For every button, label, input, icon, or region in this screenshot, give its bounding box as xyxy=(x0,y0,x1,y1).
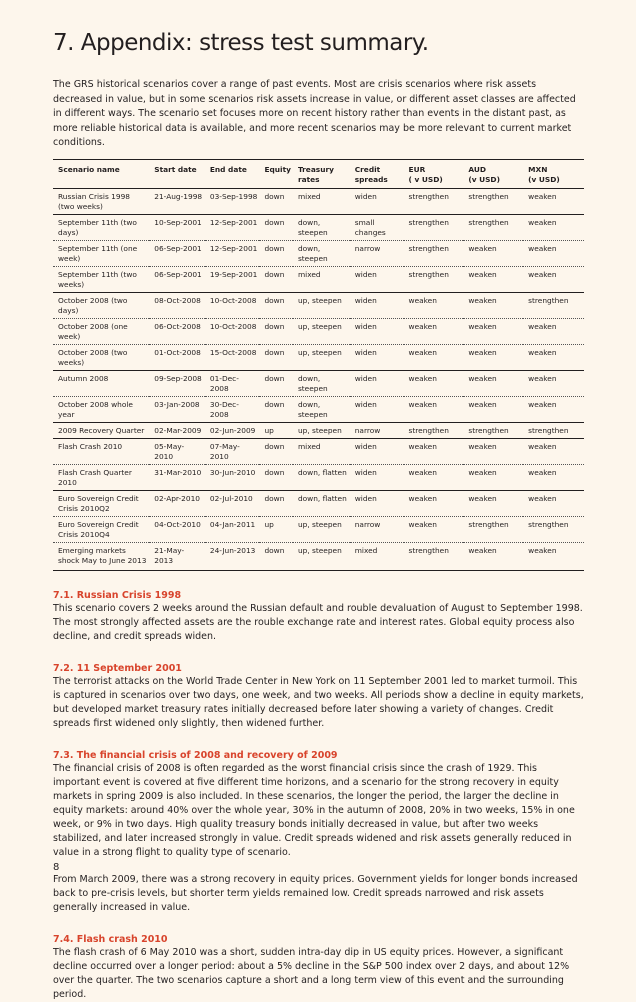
column-header-credit-spreads: Credit spreads xyxy=(350,159,404,188)
cell-aud: strengthen xyxy=(463,422,523,438)
column-header-equity: Equity xyxy=(259,159,292,188)
table-row xyxy=(53,214,584,240)
cell-treasury-rates: down, flatten xyxy=(293,464,350,490)
cell-equity: down xyxy=(259,370,292,396)
table-row xyxy=(53,396,584,422)
page-content xyxy=(53,30,584,1002)
cell-mxn: weaken xyxy=(528,545,557,555)
cell-credit-spreads: widen xyxy=(350,370,404,396)
cell-mxn: strengthen xyxy=(523,422,584,438)
cell-treasury-rates: down, steepen xyxy=(293,214,350,240)
table-row xyxy=(53,266,584,292)
cell-end-date: 10-Oct-2008 xyxy=(205,318,260,344)
cell-start-date: 01-Oct-2008 xyxy=(149,344,205,370)
cell-mxn: weaken xyxy=(523,240,584,266)
cell-scenario-name: Flash Crash Quarter 2010 xyxy=(53,464,149,490)
table-row xyxy=(53,490,584,516)
cell-equity: down xyxy=(259,266,292,292)
section xyxy=(53,589,584,644)
cell-end-date: 07-May-2010 xyxy=(205,438,260,464)
cell-treasury-rates: up, steepen xyxy=(293,422,350,438)
cell-start-date: 06-Sep-2001 xyxy=(149,240,205,266)
table-row xyxy=(53,438,584,464)
cell-end-date: 01-Dec-2008 xyxy=(205,370,260,396)
cell-aud: weaken xyxy=(463,266,523,292)
cell-credit-spreads: widen xyxy=(350,266,404,292)
cell-mxn: weaken xyxy=(523,214,584,240)
cell-eur: strengthen xyxy=(404,188,464,214)
table-body xyxy=(53,188,584,570)
cell-equity: down xyxy=(259,396,292,422)
cell-mxn: weaken xyxy=(523,318,584,344)
cell-credit-spreads: widen xyxy=(350,318,404,344)
column-header-start-date: Start date xyxy=(149,159,205,188)
cell-aud: weaken xyxy=(463,396,523,422)
column-header-treasury-rates: Treasury rates xyxy=(293,159,350,188)
table-header-row xyxy=(53,159,584,188)
cell-eur: weaken xyxy=(404,490,464,516)
cell-start-date: 03-Jan-2008 xyxy=(149,396,205,422)
table-row xyxy=(53,240,584,266)
cell-eur: weaken xyxy=(404,370,464,396)
section xyxy=(53,749,584,915)
cell-mxn: strengthen xyxy=(523,292,584,318)
column-header-eur: EUR ( v USD) xyxy=(404,159,464,188)
cell-equity: down xyxy=(259,344,292,370)
cell-mxn: weaken xyxy=(523,370,584,396)
cell-scenario-name: October 2008 (one week) xyxy=(53,318,149,344)
cell-end-date: 02-Jul-2010 xyxy=(205,490,260,516)
cell-mxn: weaken xyxy=(523,266,584,292)
cell-credit-spreads: small changes xyxy=(350,214,404,240)
cell-mxn: weaken xyxy=(523,464,584,490)
cell-start-date: 02-Mar-2009 xyxy=(149,422,205,438)
cell-aud: strengthen xyxy=(463,214,523,240)
section xyxy=(53,662,584,731)
cell-equity: down xyxy=(259,240,292,266)
cell-start-date: 05-May-2010 xyxy=(149,438,205,464)
cell-credit-spreads: widen xyxy=(350,188,404,214)
cell-credit-spreads: narrow xyxy=(350,240,404,266)
section-paragraph: The financial crisis of 2008 is often regarded as the worst financial crisis since the crash of 1929. This important event is covered at five different time horizons, and a scenario for the strong recovery in equity markets in spring 2009 is also included. In these scenarios, the longer the period, the larger the decline in equity markets: around 40% over the whole year, 30% in the autumn of 2008, 20% in two weeks, 15% in one week, or 9% in two days. High quality treasury bonds initially decreased in value, but after two weeks stabilized, and later increased strongly in value. Credit spreads widened and risk assets generally reduced in value in a strong flight to quality type of scenario. xyxy=(53,762,575,858)
intro-paragraph: The GRS historical scenarios cover a range of past events. Most are crisis scenarios where risk assets decreased in value, but in some scenarios risk assets increase in value, or different asset classes are affected in different ways. The scenario set focuses more on recent history rather than events in the distant past, as more reliable historical data is available, and more recent scenarios may be more relevant to current market conditions. xyxy=(53,79,576,148)
cell-mxn: weaken xyxy=(523,344,584,370)
table-row xyxy=(53,542,584,570)
cell-scenario-name: October 2008 (two weeks) xyxy=(53,344,149,370)
cell-treasury-rates: mixed xyxy=(293,266,350,292)
cell-treasury-rates: up, steepen xyxy=(293,516,350,542)
cell-aud: weaken xyxy=(463,292,523,318)
cell-equity: down xyxy=(259,318,292,344)
cell-eur: weaken xyxy=(404,464,464,490)
cell-eur: strengthen xyxy=(404,214,464,240)
cell-equity: down xyxy=(259,464,292,490)
cell-treasury-rates: up, steepen xyxy=(297,545,342,555)
table-row xyxy=(53,422,584,438)
cell-end-date: 10-Oct-2008 xyxy=(205,292,260,318)
section-heading: 7.3. The financial crisis of 2008 and recovery of 2009 xyxy=(53,749,338,761)
cell-credit-spreads: widen xyxy=(350,438,404,464)
cell-scenario-name: Russian Crisis 1998 (two weeks) xyxy=(53,188,149,214)
cell-eur: strengthen xyxy=(408,545,449,555)
cell-end-date: 30-Dec-2008 xyxy=(205,396,260,422)
cell-start-date: 08-Oct-2008 xyxy=(149,292,205,318)
column-header-mxn: MXN (v USD) xyxy=(523,159,584,188)
cell-scenario-name: September 11th (two weeks) xyxy=(53,266,149,292)
cell-treasury-rates: mixed xyxy=(293,438,350,464)
cell-equity: down xyxy=(259,490,292,516)
cell-start-date: 06-Sep-2001 xyxy=(149,266,205,292)
table-row xyxy=(53,344,584,370)
column-header-aud: AUD (v USD) xyxy=(463,159,523,188)
cell-equity: down xyxy=(259,214,292,240)
cell-eur: strengthen xyxy=(404,266,464,292)
section-paragraph: This scenario covers 2 weeks around the Russian default and rouble devaluation of August to September 1998. The most strongly affected assets are the rouble exchange rate and interest rates. Global equity process also decline, and credit spreads widen. xyxy=(53,602,583,642)
cell-eur: weaken xyxy=(404,292,464,318)
cell-start-date: 21-May-2013 xyxy=(154,545,185,565)
cell-start-date: 31-Mar-2010 xyxy=(149,464,205,490)
cell-treasury-rates: down, steepen xyxy=(293,240,350,266)
cell-scenario-name: Euro Sovereign Credit Crisis 2010Q4 xyxy=(53,516,149,542)
cell-treasury-rates: mixed xyxy=(293,188,350,214)
section-paragraph: The flash crash of 6 May 2010 was a short, sudden intra-day dip in US equity prices. However, a significant decline occurred over a longer period: about a 5% decline in the S&P 500 index over 2 days, and about 12% over the quarter. The two scenarios capture a short and a long term view of this event and the surrounding period. xyxy=(53,946,570,1000)
cell-aud: weaken xyxy=(463,344,523,370)
cell-mxn: weaken xyxy=(523,490,584,516)
cell-eur: weaken xyxy=(404,344,464,370)
cell-scenario-name: Emerging markets shock May to June 2013 xyxy=(58,545,147,565)
cell-credit-spreads: widen xyxy=(350,464,404,490)
sections-container xyxy=(53,589,584,1002)
cell-aud: weaken xyxy=(463,318,523,344)
page-title: 7. Appendix: stress test summary. xyxy=(53,30,429,56)
cell-credit-spreads: narrow xyxy=(350,422,404,438)
page-number: 8 xyxy=(53,862,60,873)
cell-credit-spreads: narrow xyxy=(350,516,404,542)
cell-credit-spreads: widen xyxy=(350,490,404,516)
cell-scenario-name: October 2008 (two days) xyxy=(53,292,149,318)
cell-start-date: 06-Oct-2008 xyxy=(149,318,205,344)
section-heading: 7.1. Russian Crisis 1998 xyxy=(53,589,182,601)
cell-scenario-name: Euro Sovereign Credit Crisis 2010Q2 xyxy=(53,490,149,516)
cell-end-date: 24-Jun-2013 xyxy=(209,545,256,555)
cell-end-date: 03-Sep-1998 xyxy=(205,188,260,214)
cell-equity: down xyxy=(259,438,292,464)
cell-aud: weaken xyxy=(463,490,523,516)
cell-start-date: 21-Aug-1998 xyxy=(149,188,205,214)
cell-eur: strengthen xyxy=(404,240,464,266)
section-paragraph: The terrorist attacks on the World Trade Center in New York on 11 September 2001 led to market turmoil. This is captured in scenarios over two days, one week, and two weeks. All periods show a decline in equity markets, but developed market treasury rates initially decreased before later showing a variety of changes. Credit spreads first widened only slightly, then widened further. xyxy=(53,675,584,729)
cell-scenario-name: October 2008 whole year xyxy=(53,396,149,422)
cell-eur: strengthen xyxy=(404,422,464,438)
cell-credit-spreads: widen xyxy=(350,396,404,422)
cell-treasury-rates: up, steepen xyxy=(293,318,350,344)
cell-scenario-name: Flash Crash 2010 xyxy=(53,438,149,464)
cell-end-date: 19-Sep-2001 xyxy=(205,266,260,292)
cell-aud: weaken xyxy=(468,545,497,555)
cell-end-date: 12-Sep-2001 xyxy=(205,214,260,240)
table-row xyxy=(53,318,584,344)
cell-aud: strengthen xyxy=(463,516,523,542)
column-header-scenario-name: Scenario name xyxy=(53,159,149,188)
cell-mxn: weaken xyxy=(523,188,584,214)
cell-end-date: 02-Jun-2009 xyxy=(205,422,260,438)
cell-treasury-rates: down, steepen xyxy=(293,370,350,396)
cell-scenario-name: Autumn 2008 xyxy=(53,370,149,396)
cell-end-date: 15-Oct-2008 xyxy=(205,344,260,370)
column-header-end-date: End date xyxy=(205,159,260,188)
cell-treasury-rates: up, steepen xyxy=(293,292,350,318)
cell-credit-spreads: mixed xyxy=(354,545,378,555)
cell-eur: weaken xyxy=(404,516,464,542)
cell-aud: weaken xyxy=(463,464,523,490)
cell-scenario-name: 2009 Recovery Quarter xyxy=(53,422,149,438)
stress-test-table xyxy=(53,159,584,571)
cell-eur: weaken xyxy=(404,318,464,344)
table-row xyxy=(53,464,584,490)
cell-treasury-rates: down, flatten xyxy=(293,490,350,516)
cell-equity: down xyxy=(259,188,292,214)
cell-mxn: weaken xyxy=(523,438,584,464)
section-heading: 7.2. 11 September 2001 xyxy=(53,662,182,674)
cell-treasury-rates: down, steepen xyxy=(293,396,350,422)
cell-aud: weaken xyxy=(463,240,523,266)
table-row xyxy=(53,292,584,318)
cell-equity: down xyxy=(264,545,285,555)
cell-scenario-name: September 11th (one week) xyxy=(53,240,149,266)
cell-eur: weaken xyxy=(404,396,464,422)
cell-aud: weaken xyxy=(463,438,523,464)
cell-start-date: 04-Oct-2010 xyxy=(149,516,205,542)
cell-credit-spreads: widen xyxy=(350,292,404,318)
cell-mxn: weaken xyxy=(523,396,584,422)
cell-credit-spreads: widen xyxy=(350,344,404,370)
cell-start-date: 10-Sep-2001 xyxy=(149,214,205,240)
cell-end-date: 30-Jun-2010 xyxy=(205,464,260,490)
section-heading: 7.4. Flash crash 2010 xyxy=(53,933,168,945)
table-row xyxy=(53,188,584,214)
section xyxy=(53,933,584,1002)
cell-equity: down xyxy=(259,292,292,318)
cell-start-date: 09-Sep-2008 xyxy=(149,370,205,396)
cell-start-date: 02-Apr-2010 xyxy=(149,490,205,516)
cell-equity: up xyxy=(259,422,292,438)
table-row xyxy=(53,516,584,542)
cell-aud: weaken xyxy=(463,370,523,396)
cell-mxn: strengthen xyxy=(523,516,584,542)
table-row xyxy=(53,370,584,396)
section-paragraph: From March 2009, there was a strong recovery in equity prices. Government yields for longer bonds increased back to pre-crisis levels, but shorter term yields remained low. Credit spreads narrowed and risk assets generally increased in value. xyxy=(53,873,578,913)
cell-aud: strengthen xyxy=(463,188,523,214)
cell-treasury-rates: up, steepen xyxy=(293,344,350,370)
cell-scenario-name: September 11th (two days) xyxy=(53,214,149,240)
cell-equity: up xyxy=(259,516,292,542)
cell-end-date: 12-Sep-2001 xyxy=(205,240,260,266)
cell-end-date: 04-Jan-2011 xyxy=(205,516,260,542)
cell-eur: weaken xyxy=(404,438,464,464)
